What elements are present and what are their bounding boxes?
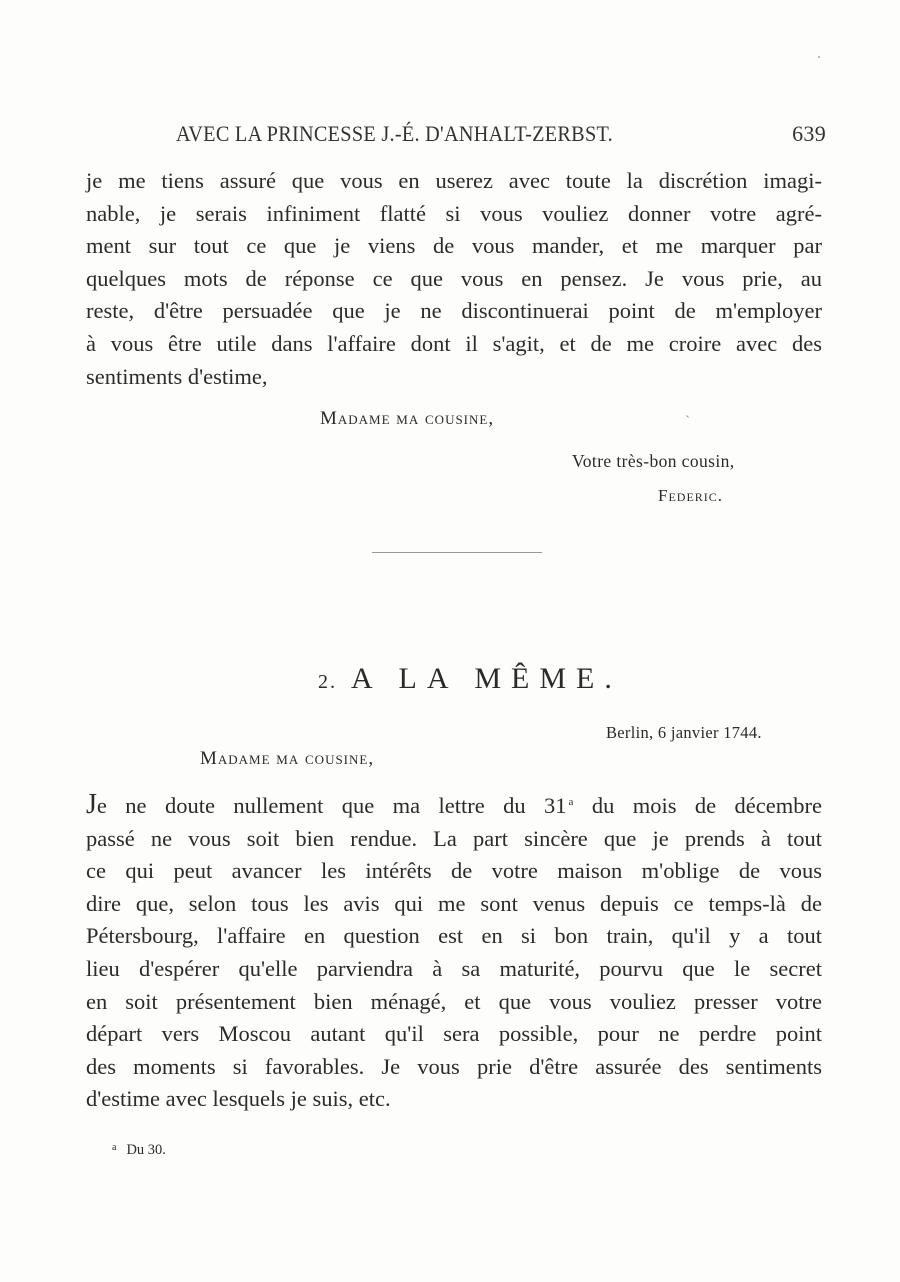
letter-number: 2. bbox=[318, 671, 337, 693]
footnote bbox=[112, 1142, 166, 1159]
text-line: Pétersbourg, l'affaire en question est en si bon train, qu'il y a tout bbox=[86, 923, 822, 949]
scan-speck bbox=[818, 56, 820, 58]
section-divider bbox=[372, 552, 542, 553]
text-line: dire que, selon tous les avis qui me sont venus depuis ce temps-là de bbox=[86, 890, 822, 916]
scan-mark bbox=[686, 415, 689, 418]
text-line: à vous être utile dans l'affaire dont il s'agit, et de me croire avec des bbox=[86, 330, 822, 356]
text-line: des moments si favorables. Je vous prie d'être assurée des sentiments bbox=[86, 1053, 822, 1079]
drop-cap: J bbox=[86, 789, 97, 820]
text-line: ce qui peut avancer les intérêts de votre maison m'oblige de vous bbox=[86, 858, 822, 884]
footnote-ref[interactable]: a bbox=[568, 796, 574, 808]
footnote-mark: a bbox=[112, 1142, 117, 1153]
text-line: passé ne vous soit bien rendue. La part sincère que je prends à tout bbox=[86, 825, 822, 851]
letter2-salutation: Madame ma cousine, bbox=[200, 748, 375, 769]
letter1-signature: Federic. bbox=[658, 486, 724, 505]
text-line: nable, je serais infiniment flatté si vous vouliez donner votre agré- bbox=[86, 200, 822, 226]
letter1-body bbox=[86, 165, 822, 393]
text-line: sentiments d'estime, bbox=[86, 363, 268, 389]
text-line: lieu d'espérer qu'elle parviendra à sa maturité, pourvu que le secret bbox=[86, 955, 822, 981]
text-line: Je ne doute nullement que ma lettre du 31 $^a$ du mois de décembre bbox=[86, 789, 822, 820]
page-number: 639 bbox=[792, 121, 826, 146]
letter1-salutation: Madame ma cousine, bbox=[320, 408, 495, 429]
text-line: départ vers Moscou autant qu'il sera possible, pour ne perdre point bbox=[86, 1021, 822, 1047]
letter2-body bbox=[86, 786, 822, 1116]
text-line: quelques mots de réponse ce que vous en pensez. Je vous prie, au bbox=[86, 265, 822, 291]
running-head-title: AVEC LA PRINCESSE J.-É. D'ANHALT-ZERBST. bbox=[176, 121, 613, 146]
text-line: je me tiens assuré que vous en userez avec toute la discrétion imagi- bbox=[86, 168, 822, 193]
dateline: Berlin, 6 janvier 1744. bbox=[606, 723, 762, 742]
letter1-closing: Votre très-bon cousin, bbox=[572, 451, 735, 471]
letter-title: A LA MÊME. bbox=[351, 662, 622, 695]
text-line: d'estime avec lesquels je suis, etc. bbox=[86, 1086, 391, 1112]
footnote-text: Du 30. bbox=[126, 1142, 166, 1158]
text-line: ment sur tout ce que je viens de vous mander, et me marquer par bbox=[86, 233, 822, 259]
text-line: en soit présentement bien ménagé, et que vous vouliez presser votre bbox=[86, 988, 822, 1014]
letter2-heading bbox=[318, 662, 622, 696]
text-line: reste, d'être persuadée que je ne discontinuerai point de m'employer bbox=[86, 298, 822, 324]
